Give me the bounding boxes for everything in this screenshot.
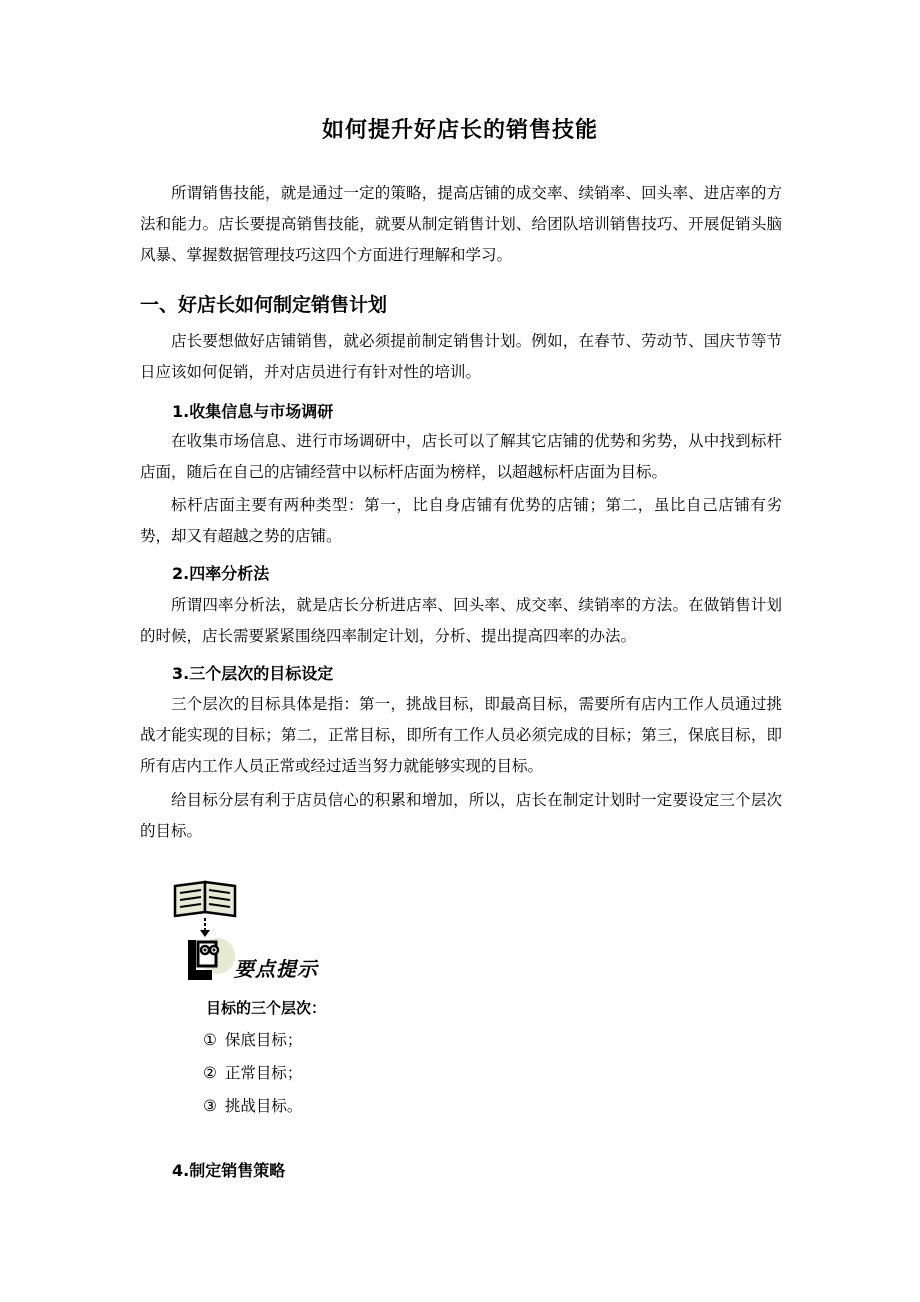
intro-paragraph: 所谓销售技能，就是通过一定的策略，提高店铺的成交率、续销率、回头率、进店率的方法和能力。店长要提高销售技能，就要从制定销售计划、给团队培训销售技巧、开展促销头脑风暴、掌握数据管理技巧这四个方面进行理解和学习。 [140, 184, 782, 264]
list-item: ① 保底目标； [203, 1031, 303, 1049]
sub3-paragraph-2: 给目标分层有利于店员信心的积累和增加，所以，店长在制定计划时一定要设定三个层次的目标。 [140, 791, 782, 840]
subheading-1: 1.收集信息与市场调研 [172, 402, 334, 421]
tip-heading: 目标的三个层次： [206, 999, 327, 1017]
sub1-paragraph-2: 标杆店面主要有两种类型：第一，比自身店铺有优势的店铺；第二，虽比自己店铺有劣势，却又有超越之势的店铺。 [140, 496, 782, 545]
subheading-4: 4.制定销售策略 [172, 1161, 286, 1180]
document-title: 如何提升好店长的销售技能 [321, 118, 598, 143]
section-heading-1: 一、好店长如何制定销售计划 [140, 294, 388, 316]
subheading-3: 3.三个层次的目标设定 [172, 664, 334, 683]
section1-intro: 店长要想做好店铺销售，就必须提前制定销售计划。例如，在春节、劳动节、国庆节等节日应该如何促销，并对店员进行有针对性的培训。 [140, 332, 782, 381]
tip-list [203, 1024, 302, 1123]
book-reader-icon [172, 880, 242, 990]
list-item: ③ 挑战目标。 [203, 1097, 303, 1115]
sub1-paragraph-1: 在收集市场信息、进行市场调研中，店长可以了解其它店铺的优势和劣势，从中找到标杆店面，随后在自己的店铺经营中以标杆店面为榜样，以超越标杆店面为目标。 [140, 432, 782, 481]
sub3-paragraph-1: 三个层次的目标具体是指：第一，挑战目标，即最高目标，需要所有店内工作人员通过挑战才能实现的目标；第二，正常目标，即所有工作人员必须完成的目标；第三，保底目标，即所有店内工作人员正常或经过适当努力就能够实现的目标。 [140, 695, 782, 775]
subheading-2: 2.四率分析法 [172, 564, 270, 583]
sub2-paragraph-1: 所谓四率分析法，就是店长分析进店率、回头率、成交率、续销率的方法。在做销售计划的时候，店长需要紧紧围绕四率制定计划，分析、提出提高四率的办法。 [140, 596, 782, 645]
list-item: ② 正常目标； [203, 1064, 303, 1082]
tip-label: 要点提示 [234, 957, 318, 981]
